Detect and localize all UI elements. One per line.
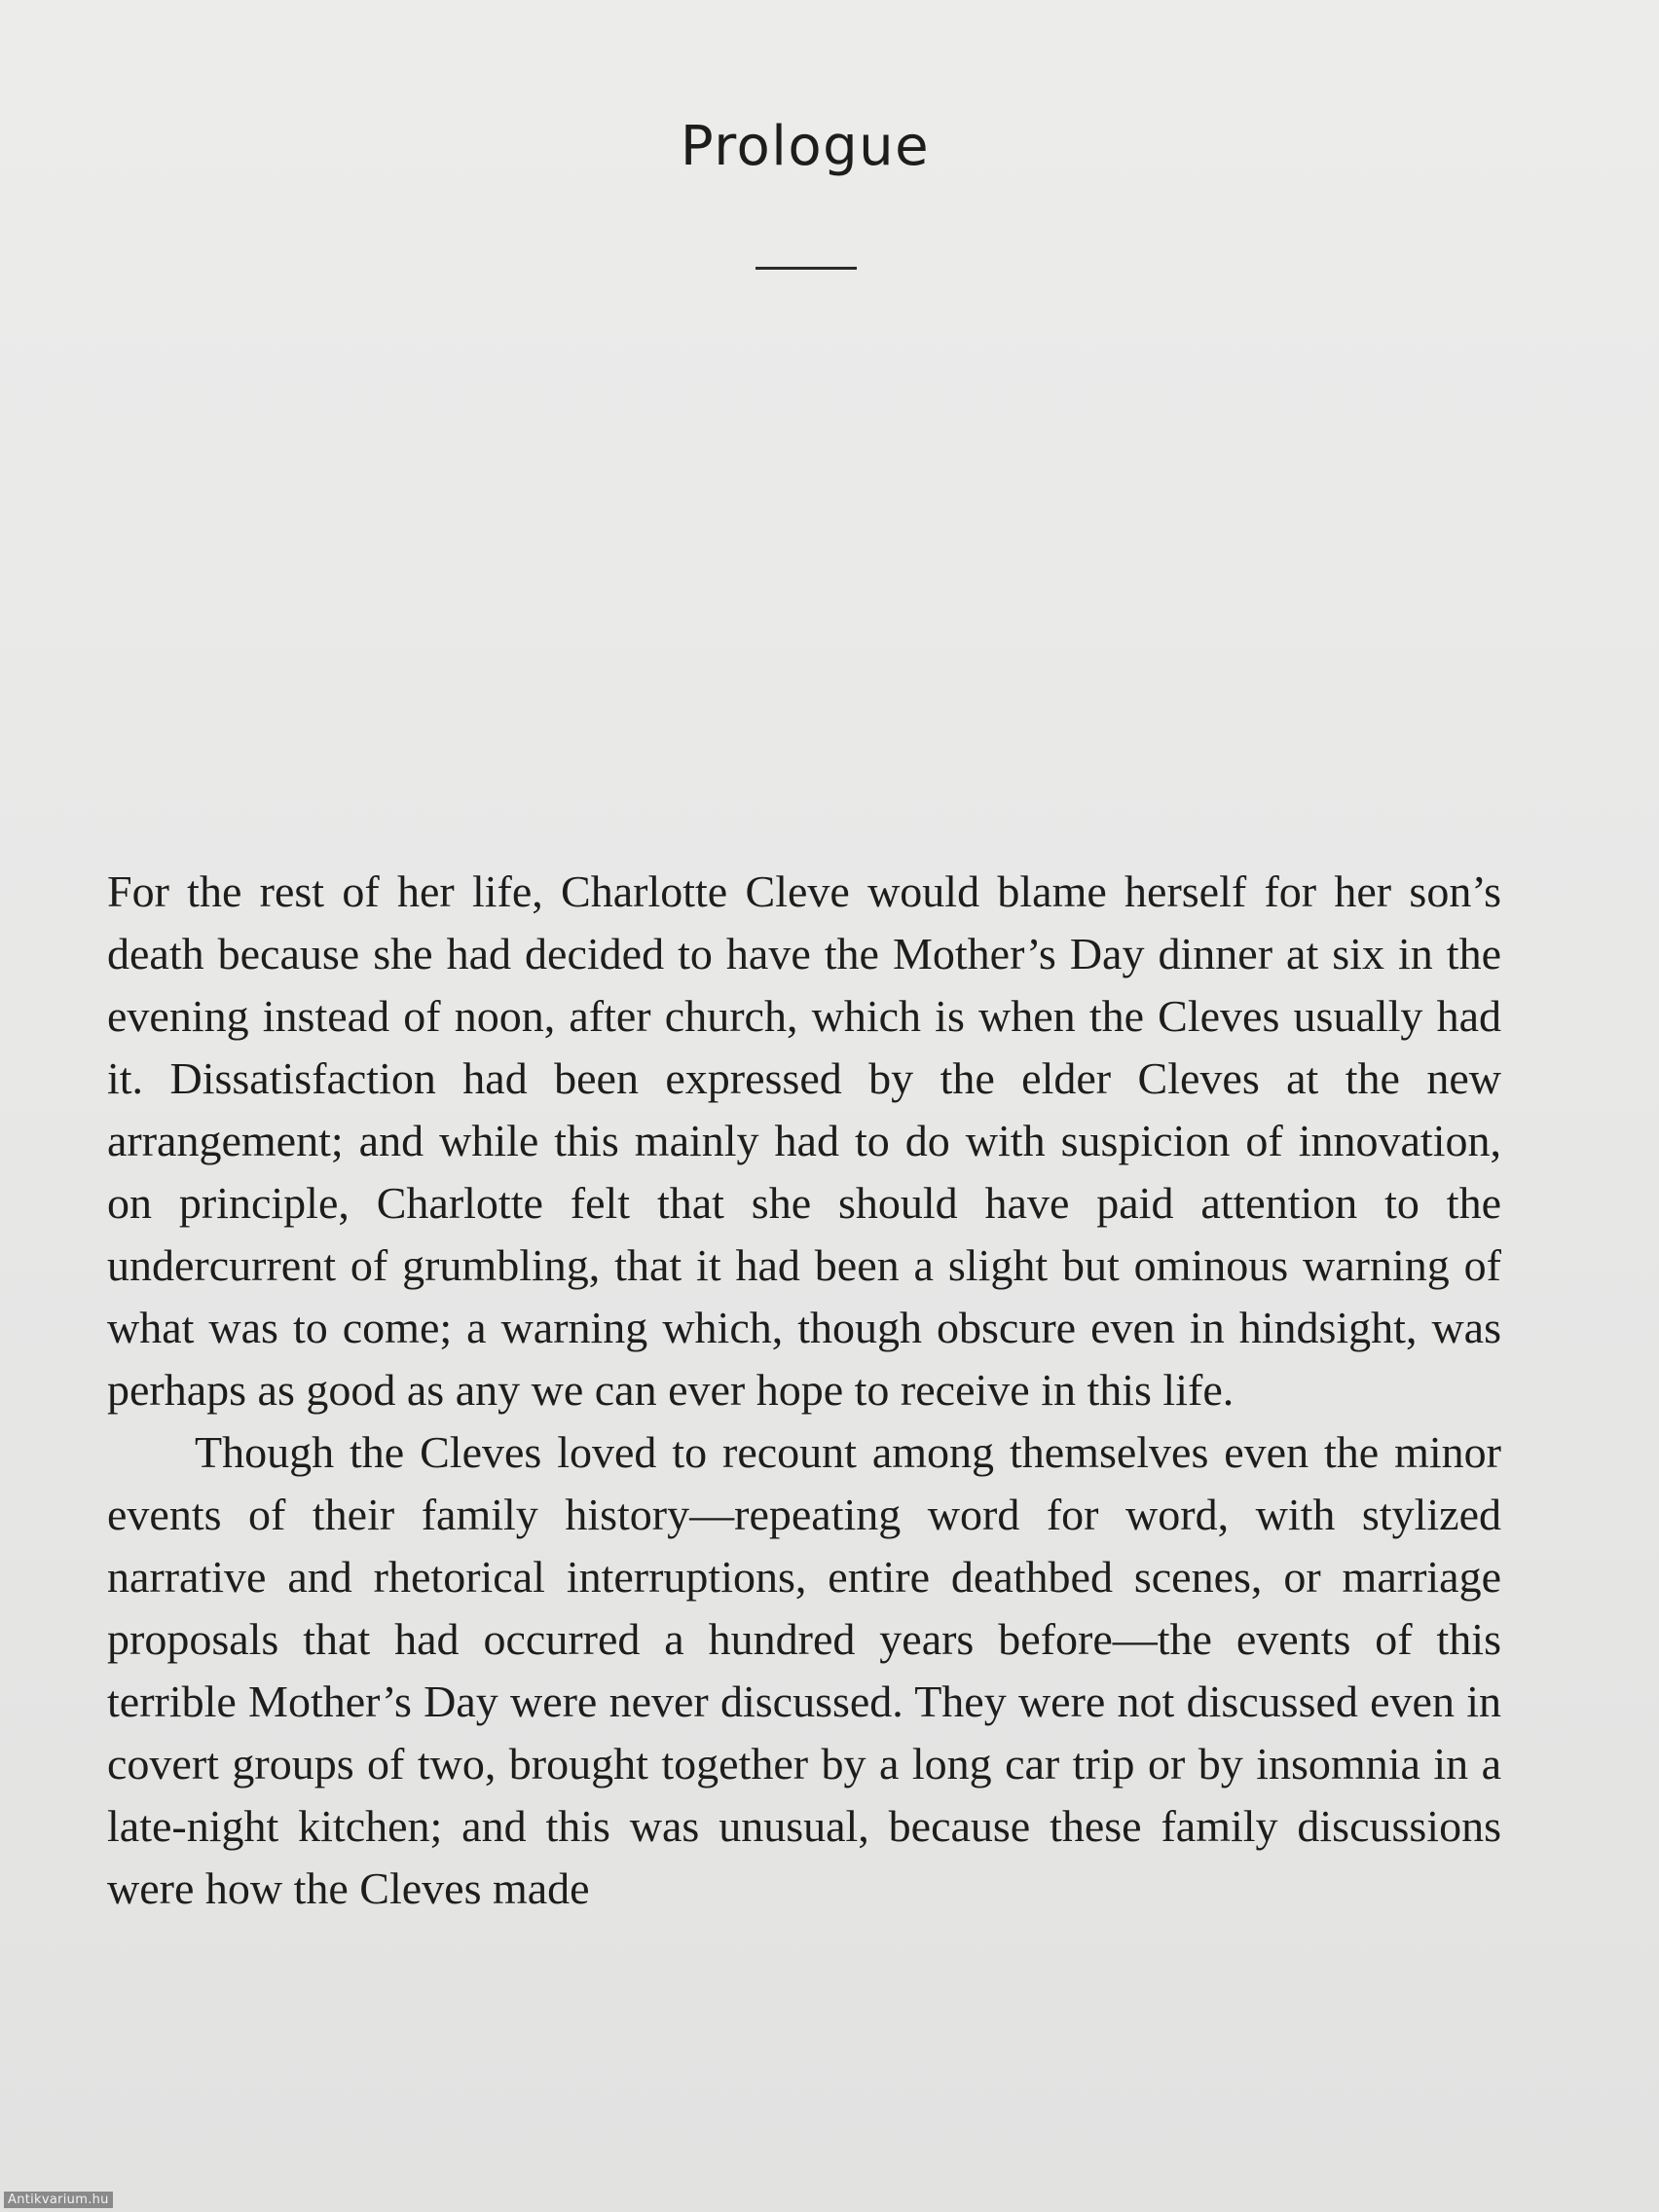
paragraph-2: Though the Cleves loved to recount among themselves even the minor events of their family history—repeating word for word, with stylized narrative and rhetorical interruptions, entire deathbed scenes, or marriage proposals that had occurred a hundred years before—the events of this terrible Mother’s Day were never discussed. They were not discussed even in covert groups of two, brought together by a long car trip or by insomnia in a late-night kitchen; and this was unusual, because these family discussions were how the Cleves made	[107, 1427, 1501, 1913]
chapter-title: Prologue	[680, 115, 931, 178]
title-rule	[756, 267, 857, 270]
body-text	[107, 861, 1501, 1920]
paragraph-1: For the rest of her life, Charlotte Cleve would blame herself for her son’s death because she had decided to have the Mother’s Day dinner at six in the evening instead of noon, after church, which is when the Cleves usually had it. Dissatisfaction had been expressed by the elder Cleves at the new arrangement; and while this mainly had to do with suspicion of innovation, on principle, Charlotte felt that she should have paid attention to the undercurrent of grumbling, that it had been a slight but ominous warning of what was to come; a warning which, though obscure even in hindsight, was perhaps as good as any we can ever hope to receive in this life.	[107, 866, 1501, 1415]
watermark-label: Antikvarium.hu	[4, 2192, 113, 2208]
